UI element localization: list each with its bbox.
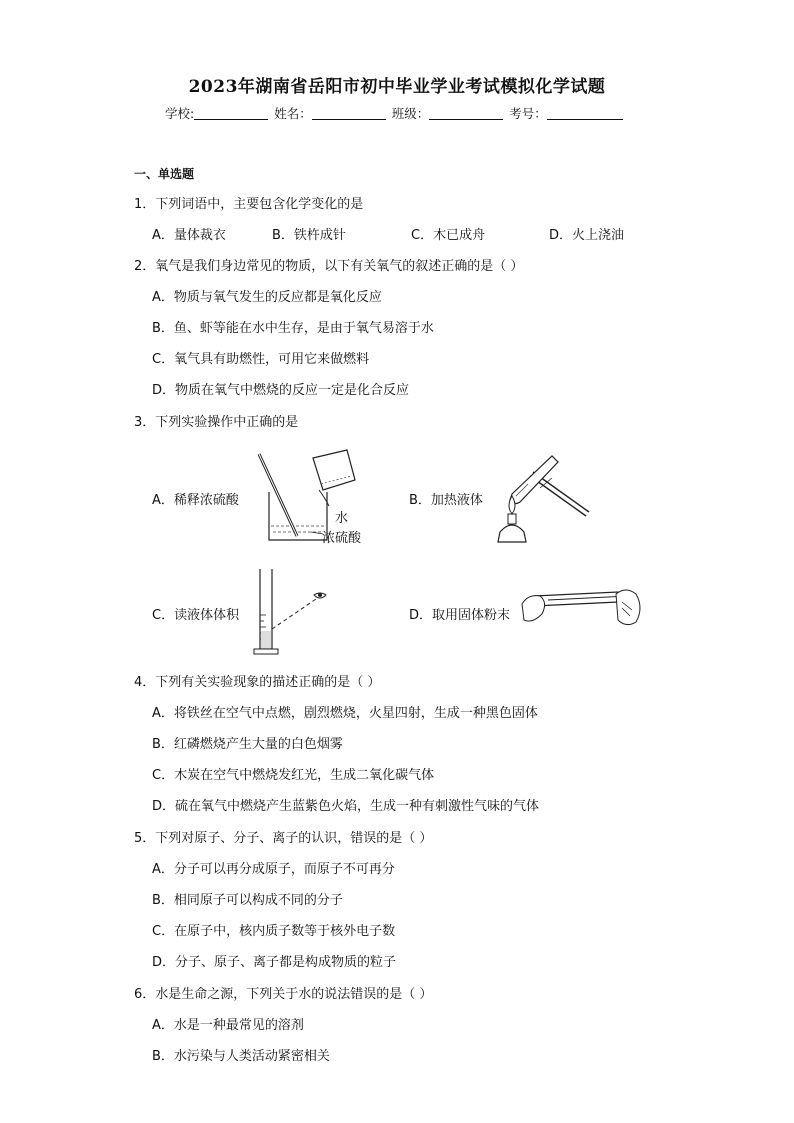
q5-option-a[interactable]: A．分子可以再分成原子，而原子不可再分: [152, 862, 395, 877]
name-label: 姓名：: [274, 106, 312, 121]
q4-option-c[interactable]: C．木炭在空气中燃烧发红光，生成二氧化碳气体: [152, 768, 435, 783]
q3-option-b[interactable]: B．加热液体: [409, 493, 483, 508]
question-3-stem: 3．下列实验操作中正确的是: [134, 415, 299, 430]
q5-option-d[interactable]: D．分子、原子、离子都是构成物质的粒子: [152, 955, 397, 970]
q5-option-c[interactable]: C．在原子中，核内质子数等于核外电子数: [152, 924, 396, 939]
q2-option-d[interactable]: D．物质在氧气中燃烧的反应一定是化合反应: [152, 383, 410, 398]
student-info-line: [165, 104, 625, 122]
school-blank[interactable]: [194, 107, 268, 120]
q2-option-c[interactable]: C．氧气具有助燃性，可用它来做燃料: [152, 352, 370, 367]
q5-option-b[interactable]: B．相同原子可以构成不同的分子: [152, 893, 343, 908]
q1-option-c[interactable]: C．木已成舟: [411, 228, 486, 243]
figure-label-water: 水: [335, 511, 349, 526]
question-1-stem: 1．下列词语中，主要包含化学变化的是: [134, 197, 364, 212]
q4-option-b[interactable]: B．红磷燃烧产生大量的白色烟雾: [152, 737, 343, 752]
q2-option-b[interactable]: B．鱼、虾等能在水中生存，是由于氧气易溶于水: [152, 321, 434, 336]
exam-no-label: 考号：: [509, 106, 547, 121]
figure-read-cylinder: [250, 565, 340, 657]
exam-no-blank[interactable]: [547, 107, 623, 120]
q4-option-a[interactable]: A．将铁丝在空气中点燃，剧烈燃烧，火星四射，生成一种黑色固体: [152, 706, 538, 721]
name-blank[interactable]: [312, 107, 386, 120]
q1-option-b[interactable]: B．铁杵成针: [272, 228, 346, 243]
class-label: 班级：: [391, 106, 430, 121]
q3-option-c[interactable]: C．读液体体积: [152, 608, 240, 623]
class-blank[interactable]: [429, 107, 503, 120]
question-6-stem: 6．水是生命之源，下列关于水的说法错误的是（ ）: [134, 987, 433, 1002]
question-5-stem: 5．下列对原子、分子、离子的认识，错误的是（ ）: [134, 831, 433, 846]
figure-solid-powder: [518, 580, 646, 640]
question-2-stem: 2．氧气是我们身边常见的物质，以下有关氧气的叙述正确的是（ ）: [134, 259, 524, 274]
q6-option-a[interactable]: A．水是一种最常见的溶剂: [152, 1018, 304, 1033]
page-title: 2023年湖南省岳阳市初中毕业学业考试模拟化学试题: [188, 77, 606, 97]
figure-heat-liquid: [490, 450, 595, 550]
school-label: 学校:: [165, 106, 195, 121]
q1-option-d[interactable]: D．火上浇油: [549, 228, 625, 243]
figure-label-acid: 浓硫酸: [322, 531, 362, 546]
q3-option-d[interactable]: D．取用固体粉末: [409, 608, 511, 623]
section-title: 一、单选题: [134, 167, 195, 181]
q1-option-a[interactable]: A．量体裁衣: [152, 228, 226, 243]
q4-option-d[interactable]: D．硫在氧气中燃烧产生蓝紫色火焰，生成一种有刺激性气味的气体: [152, 799, 540, 814]
q3-option-a[interactable]: A．稀释浓硫酸: [152, 493, 239, 508]
question-4-stem: 4．下列有关实验现象的描述正确的是（ ）: [134, 675, 381, 690]
q6-option-b[interactable]: B．水污染与人类活动紧密相关: [152, 1049, 330, 1064]
q2-option-a[interactable]: A．物质与氧气发生的反应都是氧化反应: [152, 290, 382, 305]
